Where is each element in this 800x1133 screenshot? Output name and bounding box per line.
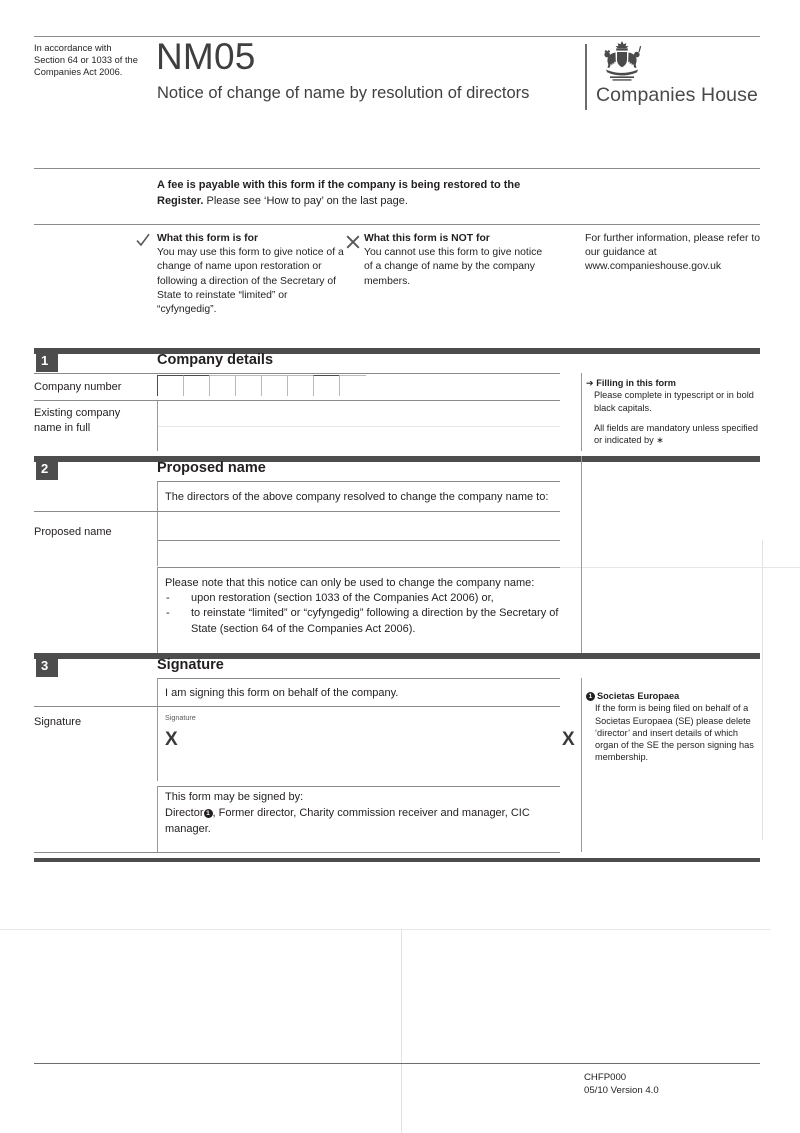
accordance-note: In accordance with Section 64 or 1033 of the Companies Act 2006.: [34, 43, 138, 78]
what-form-is-not-for-heading: What this form is NOT for: [364, 233, 490, 244]
societas-europaea-heading: [586, 690, 758, 702]
signature-mark-left-icon: X: [165, 729, 178, 750]
company-number-digit-3[interactable]: [209, 375, 236, 396]
companies-house-logo: [585, 40, 775, 112]
signature-caption: Signature: [165, 713, 196, 722]
section-2-bar: [34, 456, 760, 462]
section-2-note-left-edge: [157, 567, 158, 653]
logo-wordmark: Companies House: [596, 84, 758, 106]
company-number-digit-6[interactable]: [287, 375, 314, 396]
page-title: Notice of change of name by resolution of directors: [157, 84, 530, 102]
company-number-digit-7[interactable]: [313, 375, 340, 396]
section-1-sidebar-edge: [581, 373, 582, 451]
intro-top-rule: [34, 224, 760, 225]
proposed-name-field[interactable]: [158, 512, 560, 566]
section-2-note-bullet-1: upon restoration (section 1033 of the Companies Act 2006) or,: [191, 592, 494, 604]
what-form-is-not-for-body: You cannot use this form to give notice of a change of name by the company members.: [364, 247, 543, 287]
filling-in-this-form-para2: All fields are mandatory unless specified or indicated by ∗: [594, 422, 758, 446]
existing-company-name-label: Existing company name in full: [34, 407, 121, 434]
blank-area-top-rule: [0, 929, 770, 930]
section-2-note-bullet-2: to reinstate “limited” or “cyfyngedig” following a direction by the Secretary of State (section 64 of the Companies Act 2006).: [191, 607, 559, 635]
section-3-sidebar-edge: [581, 678, 582, 852]
footer-rule: [34, 1063, 760, 1064]
blank-area-vertical-rule: [401, 929, 402, 1133]
section-2-note-intro: Please note that this notice can only be used to change the company name:: [165, 577, 535, 589]
further-information-body: For further information, please refer to our guidance at www.companieshouse.gov.uk: [585, 233, 760, 273]
filling-in-this-form-heading-text: Filling in this form: [596, 378, 676, 388]
what-form-is-for-body: You may use this form to give notice of a change of name upon restoration or following a direction of the Secretary of State to reinstate “limited” or “cyfyngedig”.: [157, 247, 344, 316]
section-1-bar: [34, 348, 760, 354]
signed-by-intro: This form may be signed by:: [165, 791, 304, 803]
signature-declaration: I am signing this form on behalf of the company.: [165, 687, 399, 699]
footer-code-block: [584, 1072, 659, 1097]
arrow-right-icon: ➔: [586, 378, 594, 388]
company-number-digit-1[interactable]: [157, 375, 184, 396]
section-2-number: 2: [36, 458, 58, 480]
existing-name-divider: [158, 426, 560, 427]
company-number-label: Company number: [34, 381, 122, 393]
resolution-text: The directors of the above company resolved to change the company name to:: [165, 491, 549, 503]
page-bottom-bar: [34, 858, 760, 862]
royal-coat-of-arms-icon: [599, 40, 645, 89]
signed-by-left-edge: [157, 786, 158, 852]
section-1-title: Company details: [157, 352, 274, 368]
footer-form-code: CHFP000: [584, 1072, 627, 1083]
faint-rule-right: [560, 567, 800, 568]
what-form-is-for-heading: What this form is for: [157, 233, 259, 244]
proposed-name-label: Proposed name: [34, 526, 112, 538]
section-2-note-bullet-1-marker: -: [166, 592, 170, 604]
section-1-number: 1: [36, 350, 58, 372]
signed-by-top-rule: [157, 786, 560, 787]
filling-in-this-form-heading: [586, 377, 758, 389]
signed-by-list-rest: , Former director, Charity commission receiver and manager, CIC manager.: [165, 807, 530, 835]
societas-europaea-body: If the form is being filed on behalf of a Societas Europaea (SE) please delete ‘director’ and insert details of which organ of the SE the person signing has membership.: [595, 703, 754, 763]
section-3-title: Signature: [157, 657, 224, 673]
resolution-top-rule: [157, 481, 560, 482]
signature-mark-right-icon: X: [562, 729, 575, 750]
company-number-digit-4[interactable]: [235, 375, 262, 396]
section-3-bar: [34, 653, 760, 659]
form-code: NM05: [156, 36, 256, 77]
proposed-name-divider: [158, 540, 560, 541]
company-number-top-rule: [34, 373, 560, 374]
what-form-is-not-for: [364, 232, 549, 289]
section-2-note-bullet-2-marker: -: [166, 607, 170, 619]
fee-notice-top-rule: [34, 168, 760, 169]
filling-in-this-form-para1: Please complete in typescript or in bold black capitals.: [594, 390, 754, 413]
societas-europaea-note: [586, 690, 758, 764]
company-number-digit-5[interactable]: [261, 375, 288, 396]
section-3-bottom-rule: [34, 852, 560, 853]
footer-version: 05/10 Version 4.0: [584, 1084, 659, 1096]
section-2-sidebar-edge: [581, 456, 582, 653]
fee-notice-rest: Please see ‘How to pay’ on the last page.: [203, 194, 408, 207]
further-information: [585, 232, 760, 275]
societas-europaea-heading-text: Societas Europaea: [597, 691, 680, 701]
declaration-left-edge: [157, 678, 158, 706]
logo-divider-bar: [585, 44, 587, 110]
top-rule: [34, 36, 760, 37]
section-2-note-top-rule: [157, 567, 560, 568]
footnote-marker-icon: 1: [204, 809, 213, 818]
signed-by-list-prefix: Director: [165, 807, 204, 819]
fee-notice: [157, 178, 557, 209]
filling-in-this-form-note: [586, 377, 758, 446]
signed-by-list: [165, 806, 560, 837]
section-3-number: 3: [36, 655, 58, 677]
signature-row-label: Signature: [34, 716, 82, 728]
signature-field[interactable]: [158, 707, 560, 781]
declaration-top-rule: [157, 678, 560, 679]
company-number-digit-2[interactable]: [183, 375, 210, 396]
resolution-left-edge: [157, 481, 158, 511]
faint-vertical-right: [762, 540, 763, 840]
section-2-title: Proposed name: [157, 460, 266, 476]
what-form-is-for: [157, 232, 347, 317]
societas-footnote-marker-icon: 1: [586, 692, 595, 701]
fee-notice-bold: A fee is payable with this form if the company is being restored to the Register.: [157, 179, 521, 207]
company-number-digit-8[interactable]: [339, 375, 366, 396]
